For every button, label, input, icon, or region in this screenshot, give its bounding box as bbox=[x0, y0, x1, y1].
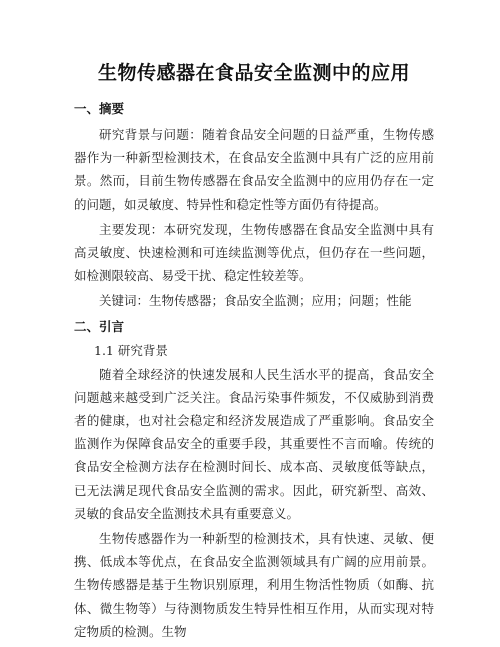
abstract-paragraph-findings: 主要发现：本研究发现，生物传感器在食品安全监测中具有高灵敏度、快速检测和可连续监测等优点，但仍存在一些问题，如检测限较高、易受干扰、稳定性较差等。 bbox=[74, 221, 434, 284]
document-title: 生物传感器在食品安全监测中的应用 bbox=[97, 62, 410, 84]
abstract-paragraph-background: 研究背景与问题：随着食品安全问题的日益严重，生物传感器作为一种新型检测技术，在食品安全监测中具有广泛的应用前景。然而，目前生物传感器在食品安全监测中的应用仍存在一定的问题，如灵敏度、特异性和稳定性等方面仍有待提高。 bbox=[74, 127, 434, 212]
introduction-heading: 二、引言 bbox=[74, 318, 125, 334]
introduction-paragraph-2: 生物传感器作为一种新型的检测技术，具有快速、灵敏、便携、低成本等优点，在食品安全监测领域具有广阔的应用前景。生物传感器是基于生物识别原理，利用生物活性物质（如酶、抗体、微生物等）与待测物质发生特异性相互作用，从而实现对特定物质的检测。生物 bbox=[74, 531, 434, 639]
research-background-subheading: 1.1 研究背景 bbox=[94, 342, 168, 358]
abstract-heading: 一、摘要 bbox=[74, 101, 125, 116]
keywords-line: 关键词：生物传感器；食品安全监测；应用；问题；性能 bbox=[99, 293, 412, 309]
introduction-paragraph-1: 随着全球经济的快速发展和人民生活水平的提高，食品安全问题越来越受到广泛关注。食品污染事件频发，不仅威胁到消费者的健康，也对社会稳定和经济发展造成了严重影响。食品安全监测作为保障食品安全的重要手段，其重要性不言而喻。传统的食品安全检测方法存在检测时间长、成本高、灵敏度低等缺点，已无法满足现代食品安全监测的需求。因此，研究新型、高效、灵敏的食品安全监测技术具有重要意义。 bbox=[74, 366, 434, 521]
